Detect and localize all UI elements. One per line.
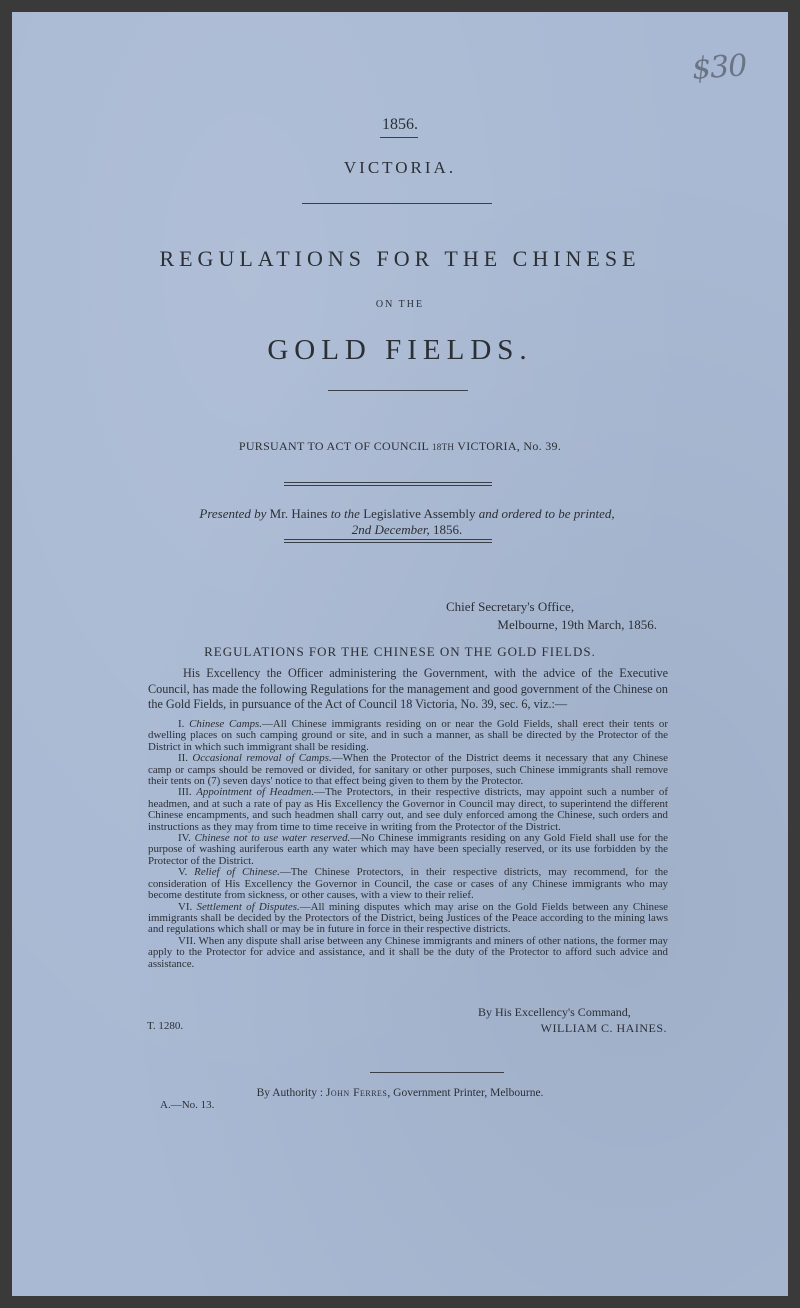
regulation-item: [148, 753, 668, 787]
regulation-number: III.: [178, 786, 197, 799]
signature-block: [452, 1004, 667, 1036]
pursuant-suffix: VICTORIA, No. 39.: [454, 439, 562, 453]
regulations-list: [148, 719, 668, 970]
regulation-item: [148, 936, 668, 970]
handwritten-price: $30: [690, 48, 748, 87]
regulation-text: —The Protectors, in their respective districts, may appoint such a number of headmen, and at such a rate of pay as His Excellency the Governor in Council may direct, to superintend the different Chinese encampments, and such headmen shall carry out, and see duly enforced among the Chinese, such orders and instructions as they may from time to time receive in writing from the Protector of the District.: [148, 786, 669, 833]
printer-line: [12, 1087, 788, 1099]
regulation-item: [148, 833, 668, 867]
presented-text: to the: [330, 506, 360, 521]
regulation-item: [148, 719, 668, 753]
regulation-heading: Occasional removal of Camps.: [192, 752, 332, 765]
office-line: Chief Secretary's Office,: [446, 599, 575, 614]
regulation-item: [148, 787, 668, 833]
double-rule-bottom: [284, 485, 492, 486]
regulation-number: V.: [178, 866, 195, 879]
regulation-number: IV.: [178, 832, 195, 845]
state-name: VICTORIA.: [343, 158, 457, 177]
printer-name: John Ferres: [325, 1087, 388, 1099]
pursuant-prefix: PURSUANT TO ACT OF COUNCIL: [238, 439, 432, 453]
regulation-text: —All mining disputes which may arise on the Gold Fields between any Chinese immigrants shall be decided by the Protectors of the District, being Justices of the Peace according to the mining laws and regulations which shall or may be in future in force in their respective districts.: [148, 900, 669, 936]
page-title-line2: GOLD FIELDS.: [267, 334, 533, 366]
command-line: By His Excellency's Command,: [478, 1005, 631, 1019]
office-address: [432, 598, 657, 634]
double-rule-top: [284, 482, 492, 483]
series-number: A.—No. 13.: [160, 1099, 215, 1111]
assembly-name: Legislative Assembly: [359, 506, 479, 521]
presented-year: 1856.: [429, 522, 463, 537]
divider: [380, 137, 418, 138]
regulation-text: When any dispute shall arise between any Chinese immigrants and miners of other nations, the former may apply to the Protector for advice and assistance, and it shall be the duty of the Protector to afford such advice and assistance.: [148, 934, 668, 970]
authority-suffix: , Government Printer, Melbourne.: [387, 1087, 544, 1099]
double-rule-bottom: [284, 542, 492, 543]
regulation-heading: Chinese Camps.: [189, 718, 262, 730]
office-date: Melbourne, 19th March, 1856.: [497, 617, 657, 632]
presenter-name: Mr. Haines: [266, 506, 331, 521]
regulation-text: —The Chinese Protectors, in their respective districts, may recommend, for the consideration of His Excellency the Governor in Council, the case or cases of any Chinese immigrants who may become destitute from sickness, or other causes, with a view to their relief.: [148, 866, 669, 902]
regulation-number: VI.: [178, 900, 197, 913]
pursuant-line: [12, 439, 788, 454]
regulation-number: I.: [178, 718, 190, 730]
divider: [370, 1072, 504, 1073]
document-page: [12, 12, 788, 1296]
pursuant-act: 18TH: [431, 442, 455, 452]
regulation-number: VII.: [178, 934, 199, 947]
presented-date: 2nd December,: [351, 522, 430, 537]
document-reference: T. 1280.: [147, 1020, 184, 1032]
presented-text: and ordered to be printed,: [478, 506, 615, 521]
regulation-text: —No Chinese immigrants residing on any Gold Field shall use for the purpose of washing auriferous earth any water which may have been specially reserved, or its use forbidden by the Protector of the District.: [148, 832, 668, 867]
signatory-name: WILLIAM C. HAINES.: [540, 1021, 667, 1035]
regulation-heading: Settlement of Disputes.: [196, 900, 300, 913]
regulation-number: II.: [178, 752, 193, 765]
divider: [328, 390, 468, 391]
regulation-heading: Appointment of Headmen.: [196, 786, 315, 799]
page-title: REGULATIONS FOR THE CHINESE: [159, 246, 641, 271]
authority-prefix: By Authority :: [256, 1087, 326, 1099]
double-rule-top: [284, 539, 492, 540]
regulation-text: —All Chinese immigrants residing on or near the Gold Fields, shall erect their tents or dwelling places on such camping ground or site, and in such a manner, as shall be directed by the Protector of the District in which such immigrant shall be residing.: [148, 718, 668, 753]
intro-paragraph: His Excellency the Officer administering the Government, with the advice of the Executive Council, has made the following Regulations for the management and good government of the Chinese on the Gold Fields, in pursuance of the Act of Council 18 Victoria, No. 39, sec. 6, viz.:—: [148, 666, 668, 711]
title-connector: ON THE: [375, 299, 425, 310]
section-heading: REGULATIONS FOR THE CHINESE ON THE GOLD FIELDS.: [204, 644, 596, 659]
document-year: 1856.: [382, 116, 418, 133]
regulation-heading: Relief of Chinese.: [194, 866, 280, 879]
regulation-item: [148, 867, 668, 901]
presented-text: Presented by: [199, 506, 267, 521]
regulation-item: [148, 902, 668, 936]
presented-note: [152, 506, 662, 538]
regulation-heading: Chinese not to use water reserved.: [194, 832, 351, 845]
regulation-text: —When the Protector of the District deems it necessary that any Chinese camp or camps should be removed or divided, for sanitary or other purposes, such Chinese immigrants shall remove their tents on (7) seven days' notice to that effect being given to them by the Protector.: [148, 752, 668, 788]
divider: [302, 203, 492, 204]
